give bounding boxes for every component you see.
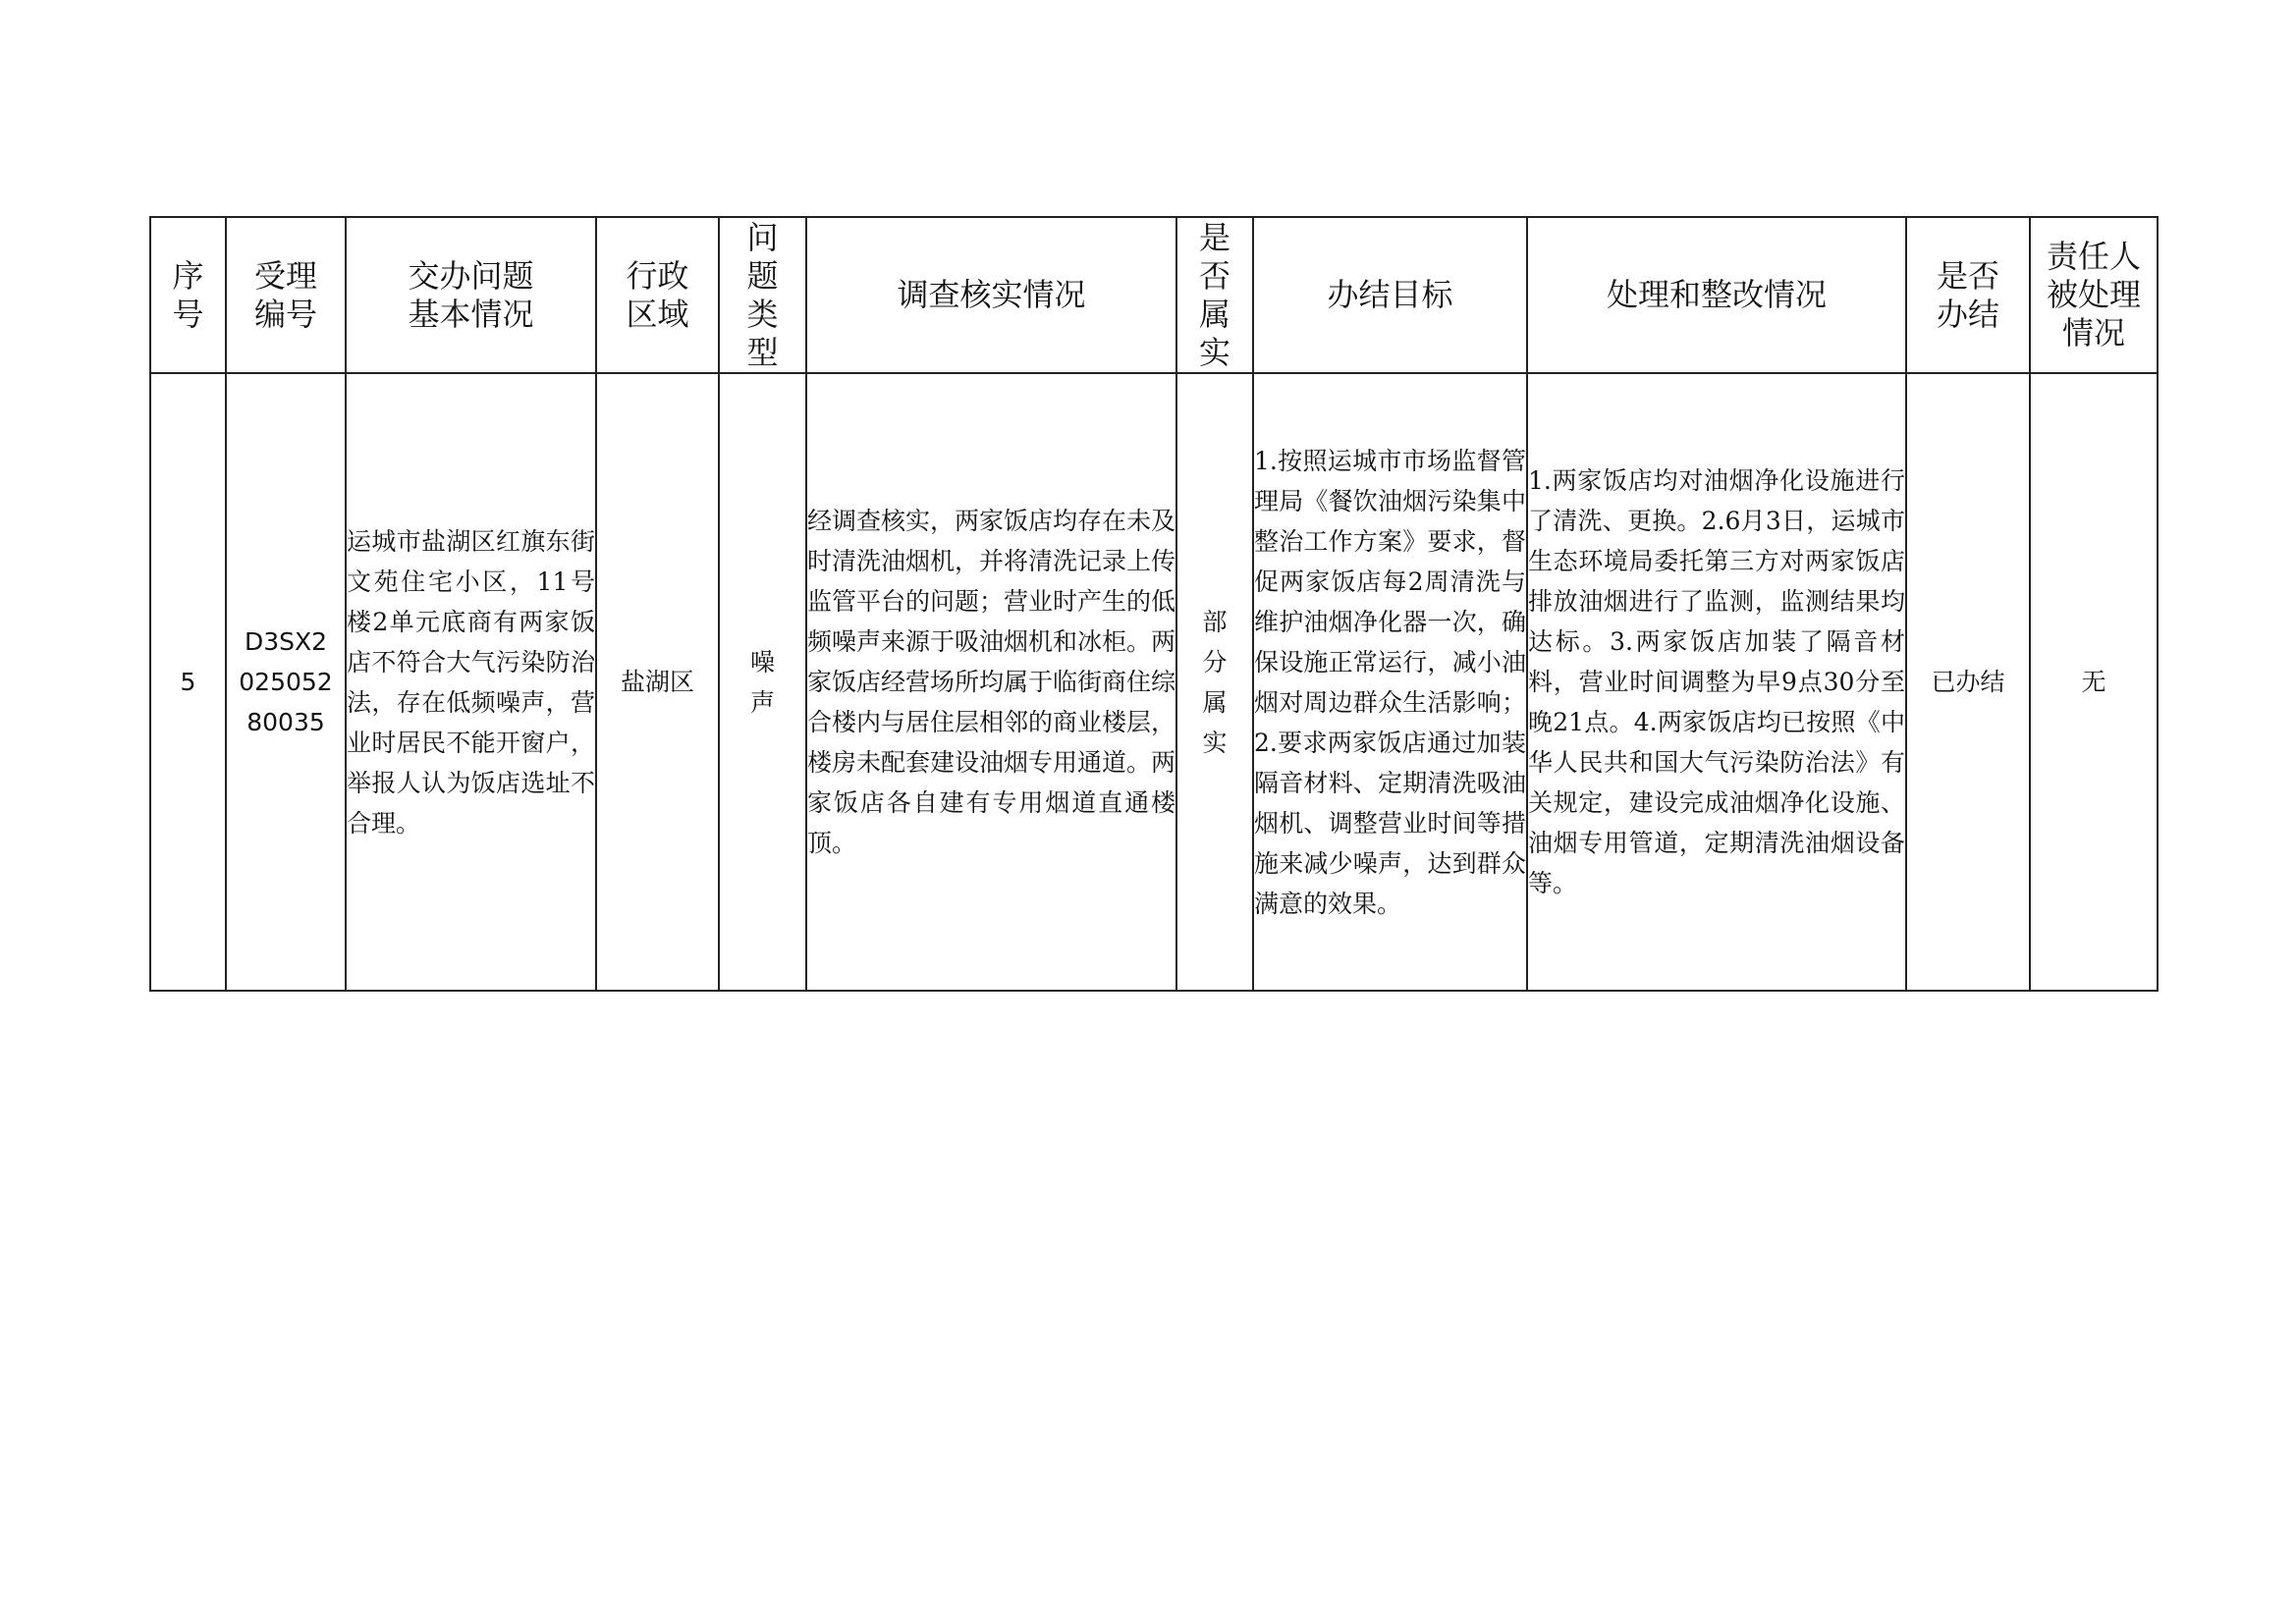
case-table (149, 216, 2159, 992)
cell-verified: 部 分 属 实 (1176, 373, 1253, 991)
cell-investigation: 经调查核实，两家饭店均存在未及时清洗油烟机，并将清洗记录上传监管平台的问题；营业时产生的低频噪声来源于吸油烟机和冰柜。两家饭店经营场所均属于临街商住综合楼内与居住层相邻的商业楼层，楼房未配套建设油烟专用通道。两家饭店各自建有专用烟道直通楼顶。 (806, 373, 1176, 991)
cell-seq: 5 (150, 373, 226, 991)
table-row (150, 373, 2158, 991)
header-case-no: 受理 编号 (226, 217, 346, 373)
header-investigation: 调查核实情况 (806, 217, 1176, 373)
header-type: 问 题 类 型 (719, 217, 806, 373)
cell-type: 噪 声 (719, 373, 806, 991)
header-accountability: 责任人 被处理 情况 (2030, 217, 2158, 373)
header-verified: 是 否 属 实 (1176, 217, 1253, 373)
header-seq: 序 号 (150, 217, 226, 373)
cell-case-no: D3SX2 025052 80035 (226, 373, 346, 991)
cell-issue: 运城市盐湖区红旗东街文苑住宅小区，11号楼2单元底商有两家饭店不符合大气污染防治法，存在低频噪声，营业时居民不能开窗户，举报人认为饭店选址不合理。 (346, 373, 596, 991)
cell-handling: 1.两家饭店均对油烟净化设施进行了清洗、更换。2.6月3日，运城市生态环境局委托第三方对两家饭店排放油烟进行了监测，监测结果均达标。3.两家饭店加装了隔音材料，营业时间调整为早9点30分至晚21点。4.两家饭店均已按照《中华人民共和国大气污染防治法》有关规定，建设完成油烟净化设施、油烟专用管道，定期清洗油烟设备等。 (1527, 373, 1906, 991)
header-closed: 是否 办结 (1906, 217, 2030, 373)
header-issue: 交办问题 基本情况 (346, 217, 596, 373)
cell-accountability: 无 (2030, 373, 2158, 991)
cell-region: 盐湖区 (596, 373, 719, 991)
header-region: 行政 区域 (596, 217, 719, 373)
header-row (150, 217, 2158, 373)
header-handling: 处理和整改情况 (1527, 217, 1906, 373)
cell-closed: 已办结 (1906, 373, 2030, 991)
cell-goal: 1.按照运城市市场监督管理局《餐饮油烟污染集中整治工作方案》要求，督促两家饭店每2周清洗与维护油烟净化器一次，确保设施正常运行，减小油烟对周边群众生活影响；2.要求两家饭店通过加装隔音材料、定期清洗吸油烟机、调整营业时间等措施来减少噪声，达到群众满意的效果。 (1253, 373, 1527, 991)
header-goal: 办结目标 (1253, 217, 1527, 373)
